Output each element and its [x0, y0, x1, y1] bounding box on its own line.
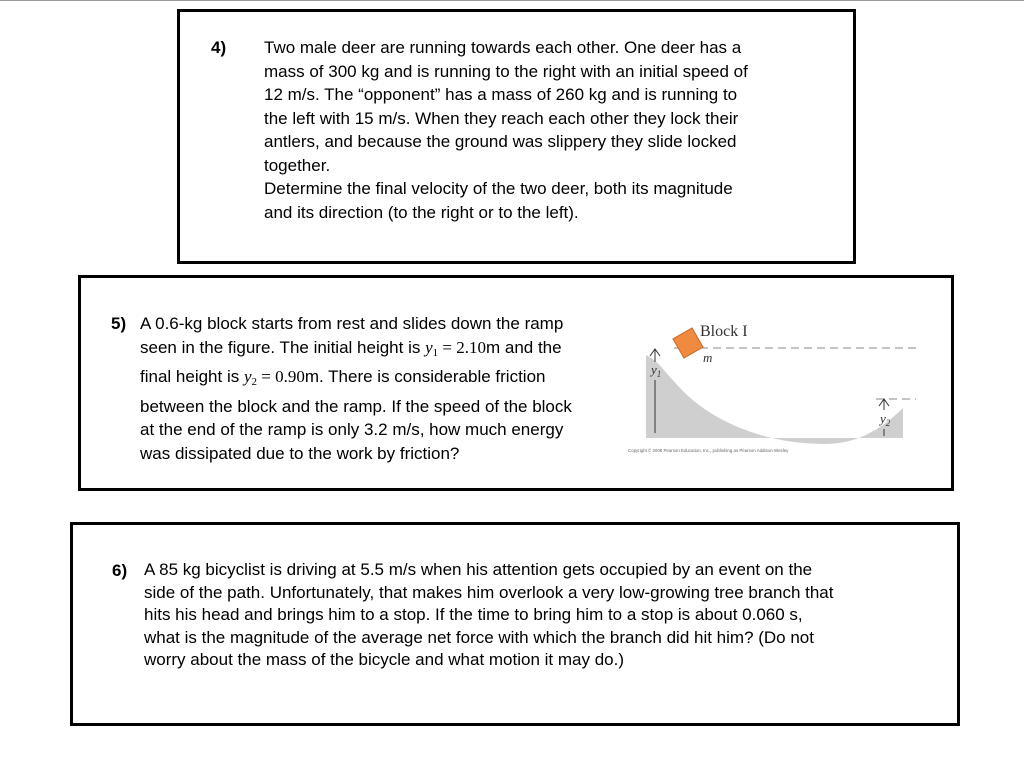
- problem-6-line: worry about the mass of the bicycle and what motion it may do.): [144, 650, 625, 669]
- block: [673, 328, 703, 358]
- problem-5-text-segment: m and the: [485, 337, 562, 357]
- y2-symbol: y: [243, 367, 252, 386]
- problem-5-text-segment: m. There is considerable friction: [304, 367, 546, 386]
- y1-subscript: 1: [432, 346, 439, 359]
- initial-height-formula: [425, 338, 486, 357]
- problem-6-line: what is the magnitude of the average net force with which the branch did hit him? (Do not: [144, 627, 814, 647]
- problem-5-text: [140, 312, 572, 465]
- block-label: Block I: [700, 323, 748, 340]
- y1-label-sub: 1: [656, 369, 662, 379]
- problem-5-line: [140, 336, 572, 366]
- problem-5-line: [140, 365, 572, 395]
- y2-label: [878, 411, 891, 428]
- y1-symbol: y: [425, 337, 433, 357]
- problem-6-line: hits his head and brings him to a stop. If the time to bring him to a stop is about 0.060 s,: [144, 605, 803, 624]
- problem-4-line: Determine the final velocity of the two deer, both its magnitude: [264, 179, 733, 198]
- problem-6-number: 6): [112, 561, 128, 580]
- y2-label-letter: y: [880, 411, 886, 426]
- final-height-formula: [244, 367, 305, 386]
- problem-5-text-segment: seen in the figure. The initial height is: [140, 337, 421, 357]
- ramp-figure: [618, 318, 918, 458]
- y2-subscript: 2: [251, 376, 258, 388]
- problem-4-line: and its direction (to the right or to the left).: [264, 202, 579, 222]
- y1-label: [649, 362, 661, 379]
- problem-5-line: A 0.6-kg block starts from rest and slides down the ramp: [140, 314, 564, 333]
- problem-5-line: was dissipated due to the work by friction?: [140, 443, 460, 463]
- problem-4-line: mass of 300 kg and is running to the right with an initial speed of: [264, 61, 748, 81]
- problem-5-number: 5): [111, 314, 127, 333]
- ramp-shape: [646, 355, 903, 444]
- problem-4-line: together.: [264, 155, 331, 175]
- problem-5-text-segment: final height is: [140, 367, 240, 386]
- copyright-text: Copyright © 2008 Pearson Education, Inc., publishing as Pearson Addison-Wesley: [628, 448, 789, 453]
- y2-value: = 0.90: [261, 367, 305, 386]
- problem-6-line: A 85 kg bicyclist is driving at 5.5 m/s when his attention gets occupied by an event on the: [144, 560, 813, 579]
- problem-4-number: 4): [211, 38, 227, 57]
- top-border-line: [0, 0, 1024, 1]
- problem-4-text: [264, 36, 748, 224]
- y1-label-letter: y: [651, 362, 657, 377]
- problem-5-line: between the block and the ramp. If the speed of the block: [140, 396, 572, 416]
- problem-5-line: at the end of the ramp is only 3.2 m/s, how much energy: [140, 420, 564, 439]
- mass-label: m: [703, 350, 713, 365]
- y1-value: = 2.10: [442, 337, 486, 357]
- problem-4-line: the left with 15 m/s. When they reach each other they lock their: [264, 108, 739, 128]
- problem-4-line: antlers, and because the ground was slippery they slide locked: [264, 132, 737, 151]
- problem-6-text: [144, 559, 833, 672]
- problem-6-line: side of the path. Unfortunately, that makes him overlook a very low-growing tree branch that: [144, 582, 834, 602]
- problem-4-line: Two male deer are running towards each other. One deer has a: [264, 38, 742, 57]
- problem-4-line: 12 m/s. The “opponent” has a mass of 260 kg and is running to: [264, 85, 738, 104]
- y2-label-sub: 2: [885, 418, 891, 428]
